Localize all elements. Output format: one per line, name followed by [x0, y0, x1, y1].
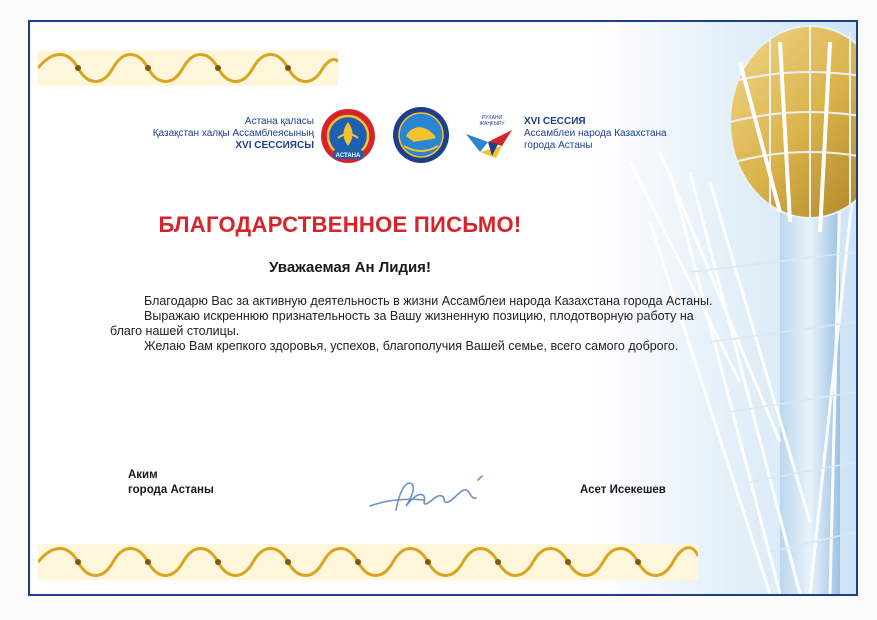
letter-paragraph-3: Желаю Вам крепкого здоровья, успехов, благополучия Вашей семье, всего самого доброго. — [144, 339, 679, 353]
letter-body — [110, 294, 720, 354]
header-logos — [30, 102, 856, 172]
header-text-russian — [524, 116, 724, 152]
certificate-frame — [28, 20, 858, 596]
signer-position-line-1: Аким — [128, 469, 158, 481]
bird-logo-text-1: РУХАНИ — [481, 115, 503, 121]
handwritten-signature — [366, 470, 506, 518]
signer-position — [128, 468, 214, 498]
bird-logo-text-2: ЖАҢҒЫРУ — [479, 121, 505, 127]
letter-paragraph-1: Благодарю Вас за активную деятельность в жизни Ассамблеи народа Казахстана города Астаны. — [144, 294, 713, 308]
ru-line-2: Ассамблеи народа Казахстана — [524, 128, 667, 139]
signer-position-line-2: города Астаны — [128, 484, 214, 496]
kz-line-2: Қазақстан халқы Ассамблеясының — [152, 128, 314, 139]
astana-emblem-label: АСТАНА — [335, 153, 361, 159]
letter-paragraph-2: Выражаю искреннюю признательность за Вашу жизненную позицию, плодотворную работу на благо нашей столицы. — [110, 309, 694, 338]
header-text-kazakh — [114, 116, 314, 152]
letter-greeting: Уважаемая Ан Лидия! — [269, 259, 431, 276]
astana-emblem-icon — [320, 108, 376, 164]
kz-line-1: Астана қаласы — [244, 116, 314, 127]
letter-title: БЛАГОДАРСТВЕННОЕ ПИСЬМО! — [158, 212, 522, 237]
kz-line-3: XVI СЕССИЯСЫ — [235, 140, 314, 151]
ornament-border-bottom — [38, 544, 698, 580]
ru-line-3: города Астаны — [524, 140, 593, 151]
ru-line-1: XVI СЕССИЯ — [524, 116, 586, 127]
ornament-border-top — [38, 50, 338, 86]
signer-name: Асет Исекешев — [580, 484, 666, 496]
rukhani-zhangyru-bird-icon — [462, 112, 518, 162]
assembly-emblem-icon — [392, 106, 450, 164]
